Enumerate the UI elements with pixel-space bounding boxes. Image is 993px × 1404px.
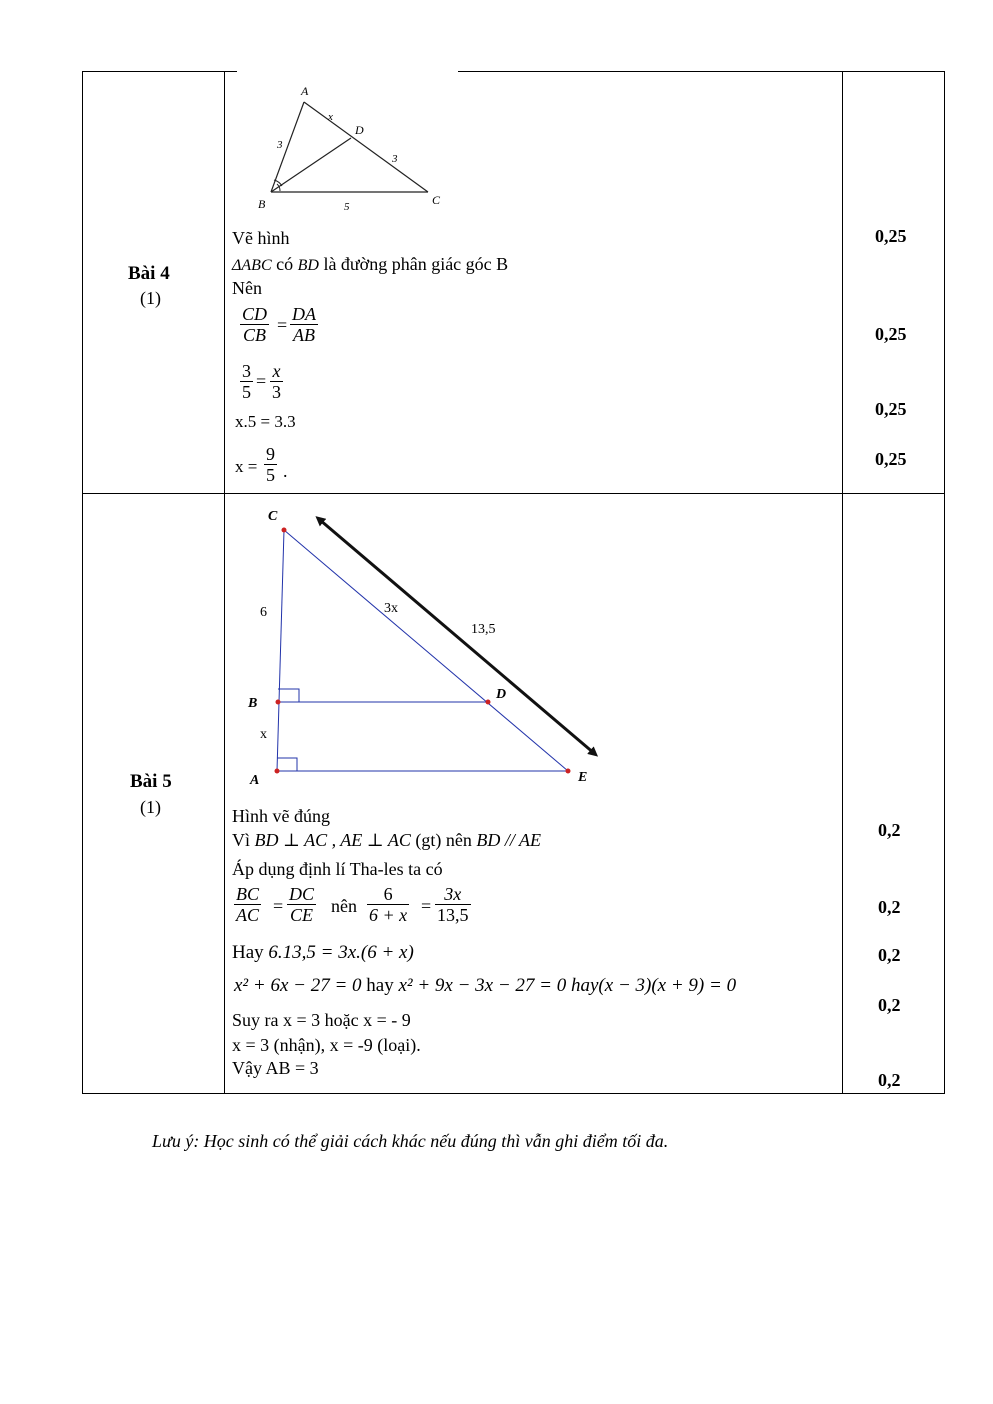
bai5-points: (1) [140,797,161,817]
bai4-title: Bài 4 [128,263,170,284]
vi-word: Vì [232,830,255,850]
bisector-bd [271,138,351,192]
bai5-title: Bài 5 [130,771,172,792]
frac-num: 3 [242,361,251,381]
bai5-thales: Áp dụng định lí Tha-les ta có [232,859,443,879]
frac-num: 9 [266,444,275,464]
frac-num: 3x [444,884,462,904]
frac-x-3 [270,361,283,402]
point-b [276,700,281,705]
bai4-bisector-line [232,254,508,276]
label-cb-6: 6 [260,605,267,620]
gt-text: (gt) nên [410,830,477,850]
frac-den: 13,5 [437,905,469,925]
frac-den: 5 [242,382,251,402]
frac-den: CB [240,324,269,345]
label-ba-x: x [260,727,267,742]
bisector-text: là đường phân giác góc B [318,254,509,274]
side-ac [304,102,428,192]
thales-figure [240,500,620,800]
label-cd-3x: 3x [384,601,398,616]
frac-num: x [272,361,281,381]
perp-statement: BD ⊥ AC , AE ⊥ AC [254,830,411,850]
bai4-draw-text: Vẽ hình [232,228,290,248]
label-d: D [355,123,364,137]
equals: = [277,315,288,335]
bai4-points: (1) [140,288,161,308]
point-a [275,769,280,774]
frac-dc-ce [287,884,316,925]
frac-den: 6 + x [369,905,408,925]
segment-ca [277,530,284,771]
frac-3-5 [240,361,253,402]
right-angle-b [278,689,299,702]
label-ce-13-5: 13,5 [471,622,496,637]
label-c: C [268,509,278,524]
bai5-conclusion: Vậy AB = 3 [232,1058,319,1078]
bai4-score-4: 0,25 [875,449,907,469]
co-word: có [271,254,298,274]
bai5-score-2: 0,2 [878,897,901,917]
quad-eq-1: x² + 6x − 27 = 0 [234,975,362,996]
frac-num: CD [242,304,268,324]
frac-num: DA [292,304,316,324]
bai5-hay-line [232,943,414,963]
quad-eq-3: hay(x − 3)(x + 9) = 0 [566,975,737,996]
side-ab [271,102,304,192]
bai5-parallel-line [232,830,541,850]
right-angle-a [277,758,297,771]
hay-word: Hay [232,942,269,963]
triangle-abc-figure [244,80,454,215]
frac-6-6plusx [367,884,409,925]
label-e: E [578,770,588,785]
frac-da-ab [290,304,318,345]
point-c [282,528,287,533]
frac-den: AB [290,324,318,345]
bai5-score-1: 0,2 [878,820,901,840]
frac-num: BC [236,884,260,904]
point-d [486,700,491,705]
frac-den: 5 [266,465,275,485]
quad-eq-2: x² + 9x − 3x − 27 = 0 [398,975,567,996]
bd-segment: BD [297,257,319,274]
bai4-mult: x.5 = 3.3 [235,412,296,431]
bai5-check: x = 3 (nhận), x = -9 (loại). [232,1035,421,1055]
footer-note: Lưu ý: Học sinh có thể giải cách khác nếu đúng thì vẫn ghi điểm tối đa. [152,1131,669,1151]
frac-den: CE [287,904,316,925]
segment-ce [284,530,568,771]
label-ab-3: 3 [277,139,283,151]
label-dc-3: 3 [392,153,398,165]
tri-abc: ΔABC [232,257,272,274]
label-bc-5: 5 [344,201,350,213]
frac-den: 3 [272,382,281,402]
length-arrow-ce [320,520,595,754]
hay-word: hay [361,975,399,996]
label-a: A [250,773,260,788]
point-e [566,769,571,774]
parallel-statement: BD // AE [476,830,542,850]
frac-3x-13-5 [435,884,471,925]
frac-num: 6 [383,884,393,904]
frac-bc-ac [234,884,261,925]
label-a: A [301,84,309,98]
label-ad-x: x [328,111,333,123]
bai5-suyra: Suy ra x = 3 hoặc x = - 9 [232,1010,411,1030]
label-c: C [432,193,441,207]
frac-cd-cb [240,304,269,345]
equals: = [256,371,267,391]
bai4-score-2: 0,25 [875,324,907,344]
bai4-score-1: 0,25 [875,226,907,246]
bai4-score-3: 0,25 [875,399,907,419]
hay-equation: 6.13,5 = 3x.(6 + x) [268,942,414,963]
frac-num: DC [289,884,315,904]
equals: = [273,896,284,916]
bai4-nen: Nên [232,278,262,298]
frac-9-5 [264,444,277,485]
bai5-score-5: 0,2 [878,1070,901,1090]
bai5-score-3: 0,2 [878,945,901,965]
label-d: D [496,687,507,702]
bai5-score-4: 0,2 [878,995,901,1015]
nen-word: nên [331,896,357,916]
label-b: B [258,197,266,211]
period: . [283,461,288,481]
bai4-xeq: x = [235,457,258,476]
label-b: B [248,696,258,711]
bai5-correct: Hình vẽ đúng [232,806,330,826]
bai5-quadratic-line [234,976,736,996]
frac-den: AC [236,905,260,925]
equals: = [421,896,432,916]
